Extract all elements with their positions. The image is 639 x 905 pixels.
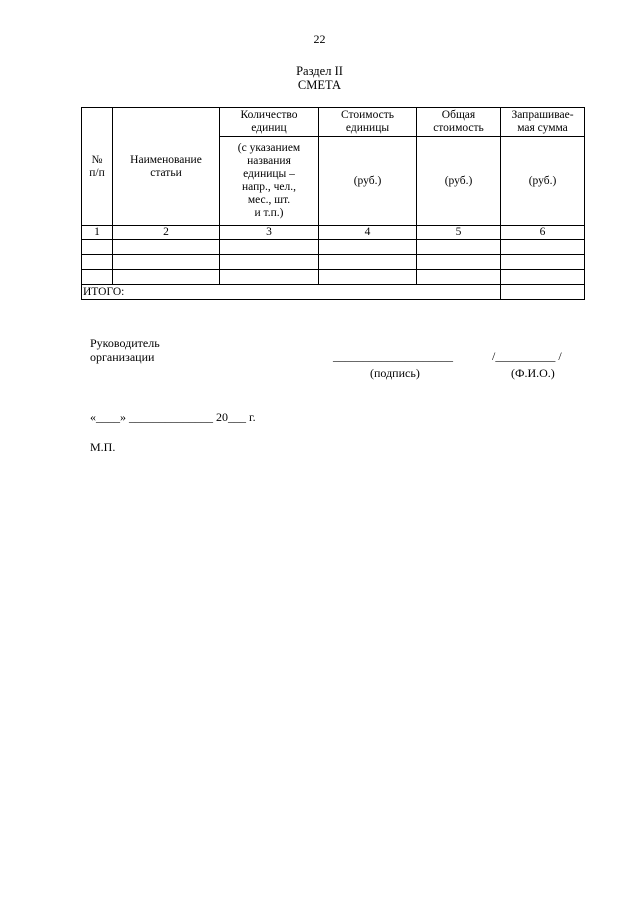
section-number: Раздел II [296,64,343,78]
signature-caption: (подпись) [370,366,420,380]
signatory-title [90,336,160,364]
signatory-title-line: Руководитель [90,336,160,350]
header-requested-amount-unit: (руб.) [501,137,585,226]
column-number: 6 [501,226,585,240]
section-title [0,64,639,92]
header-row-number: № п/п [82,108,113,226]
table-cell[interactable] [220,270,319,285]
column-number: 3 [220,226,319,240]
signature-field[interactable]: ____________________ [333,349,453,363]
table-row [82,240,585,255]
header-unit-cost: Стоимость единицы [319,108,417,137]
table-cell[interactable] [113,270,220,285]
table-cell[interactable] [319,240,417,255]
full-name-caption: (Ф.И.О.) [511,366,555,380]
table-cell[interactable] [220,240,319,255]
column-number: 2 [113,226,220,240]
table-cell[interactable] [82,240,113,255]
signatory-title-line: организации [90,350,155,364]
column-number-row [82,226,585,240]
table-cell[interactable] [501,270,585,285]
header-item-name: Наименование статьи [113,108,220,226]
total-label: ИТОГО: [82,285,501,300]
table-cell[interactable] [501,240,585,255]
page-number: 22 [313,32,326,46]
estimate-table [81,107,585,300]
header-total-cost: Общая стоимость [417,108,501,137]
table-cell[interactable] [501,255,585,270]
table-cell[interactable] [113,240,220,255]
table-cell[interactable] [417,255,501,270]
header-unit-cost-unit: (руб.) [319,137,417,226]
table-cell[interactable] [417,270,501,285]
header-total-cost-unit: (руб.) [417,137,501,226]
column-number: 1 [82,226,113,240]
header-quantity: Количество единиц [220,108,319,137]
table-cell[interactable] [417,240,501,255]
column-number: 5 [417,226,501,240]
table-cell[interactable] [220,255,319,270]
column-number: 4 [319,226,417,240]
table-cell[interactable] [319,255,417,270]
stamp-placeholder: М.П. [90,440,116,454]
table-row [82,255,585,270]
date-field[interactable]: «____» ______________ 20___ г. [90,410,256,424]
full-name-field[interactable]: /__________ / [492,349,562,363]
table-cell[interactable] [82,255,113,270]
total-row [82,285,585,300]
total-value-cell[interactable] [501,285,585,300]
table-cell[interactable] [319,270,417,285]
document-title: СМЕТА [297,78,342,92]
table-cell[interactable] [113,255,220,270]
header-quantity-note: (с указанием названия единицы – напр., чел., мес., шт. и т.п.) [220,137,319,226]
table-row [82,270,585,285]
table-cell[interactable] [82,270,113,285]
header-requested-amount: Запрашивае- мая сумма [501,108,585,137]
